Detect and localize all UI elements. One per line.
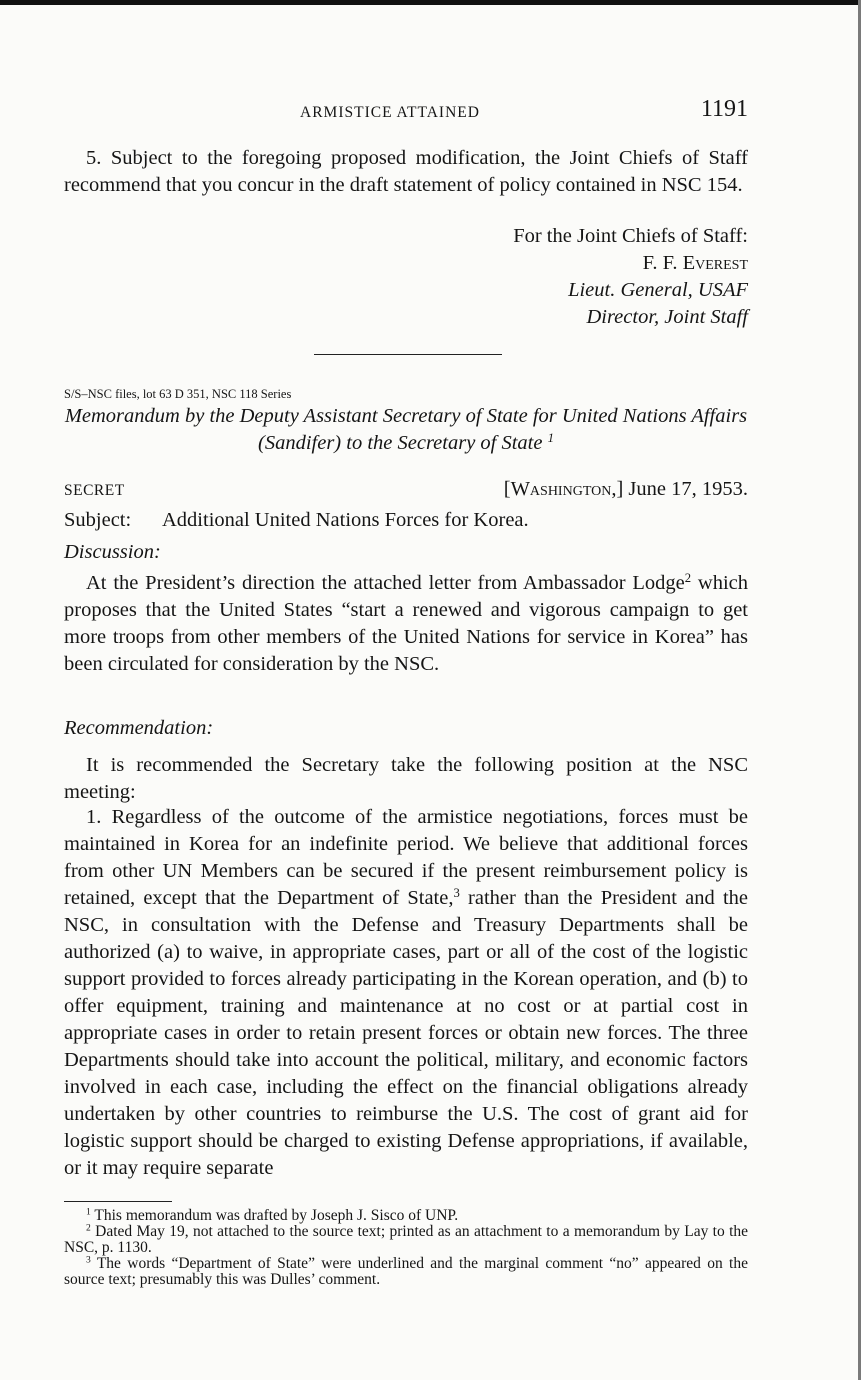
paragraph-5: 5. Subject to the foregoing proposed modification, the Joint Chiefs of Staff recommend that you concur in the draft statement of policy contained in NSC 154. bbox=[64, 147, 748, 196]
signature-title-2: Director, Joint Staff bbox=[586, 306, 748, 328]
signature-title-1: Lieut. General, USAF bbox=[568, 279, 748, 301]
page-number: 1191 bbox=[700, 96, 748, 122]
footnote-text: The words “Department of State” were underlined and the marginal comment “no” appeared on the source text; presumably this was Dulles’ comment. bbox=[64, 1255, 748, 1288]
recommendation-item-1-text-1: 1. Regardless of the outcome of the armistice negotiations, forces must be maintained in Korea for an indefinite period. We believe that additional forces from other UN Members can be secured if the present reimbursement policy is retained, except that the Department of State, bbox=[64, 806, 748, 909]
discussion-text-1: At the President’s direction the attached letter from Ambassador Lodge bbox=[86, 572, 685, 594]
section-divider bbox=[314, 354, 502, 355]
recommendation-item-1-text-2: rather than the President and the NSC, in consultation with the Defense and Treasury Departments shall be authorized (a) to waive, in appropriate cases, part or all of the cost of the logistic support provided to forces already participating in the Korean operation, and (b) to offer equipment, training and maintenance at no cost or at partial cost in appropriate cases in order to retain present forces or obtain new forces. The three Departments should take into account the political, military, and economic factors involved in each case, including the effect on the financial obligations already undertaken by other countries to reimburse the U.S. The cost of grant aid for logistic support should be charged to existing Defense appropriations, if available, or it may require separate bbox=[64, 887, 749, 1179]
recommendation-intro: It is recommended the Secretary take the following position at the NSC meeting: bbox=[64, 754, 748, 803]
footnote bbox=[64, 1208, 748, 1224]
discussion-paragraph bbox=[64, 570, 748, 678]
footnote-text: This memorandum was drafted by Joseph J. Sisco of UNP. bbox=[94, 1207, 459, 1224]
footnote-mark: 3 bbox=[86, 1254, 91, 1266]
signature-name: F. F. Everest bbox=[642, 252, 748, 274]
dateline bbox=[504, 478, 748, 501]
discussion-footnote-mark: 2 bbox=[684, 571, 692, 586]
recommendation-heading: Recommendation: bbox=[64, 717, 214, 739]
signature-line: For the Joint Chiefs of Staff: bbox=[513, 225, 748, 247]
memo-title-footnote-mark: 1 bbox=[547, 431, 554, 446]
subject-text: Additional United Nations Forces for Korea. bbox=[162, 509, 529, 531]
footnote-mark: 2 bbox=[86, 1222, 91, 1234]
subject-label: Subject: bbox=[64, 509, 132, 531]
memo-title-text: Memorandum by the Deputy Assistant Secretary of State for United Nations Affairs (Sandifer) to the Secretary of State bbox=[64, 405, 748, 454]
subject-line bbox=[64, 509, 529, 532]
dateline-date: June 17, 1953. bbox=[628, 478, 748, 500]
dateline-place: [Washington,] bbox=[503, 478, 624, 500]
discussion-text-2: which proposes that the United States “start a renewed and vigorous campaign to get more troops from other members of the United Nations for service in Korea” has been circulated for consideration by the NSC. bbox=[64, 572, 749, 675]
classification: SECRET bbox=[64, 482, 125, 499]
recommendation-item-1 bbox=[64, 804, 748, 1182]
footnote bbox=[64, 1256, 748, 1288]
discussion-heading: Discussion: bbox=[64, 541, 161, 563]
source-note: S/S–NSC files, lot 63 D 351, NSC 118 Series bbox=[64, 387, 292, 401]
running-title: ARMISTICE ATTAINED bbox=[300, 104, 480, 121]
footnote-divider bbox=[64, 1201, 172, 1202]
recommendation-footnote-mark: 3 bbox=[453, 886, 460, 901]
memo-title bbox=[64, 403, 748, 457]
footnote-text: Dated May 19, not attached to the source text; printed as an attachment to a memorandum by Lay to the NSC, p. 1130. bbox=[64, 1223, 749, 1256]
top-edge-shadow bbox=[0, 0, 861, 5]
footnote-mark: 1 bbox=[86, 1206, 91, 1218]
footnotes bbox=[64, 1208, 748, 1288]
footnote bbox=[64, 1224, 748, 1256]
